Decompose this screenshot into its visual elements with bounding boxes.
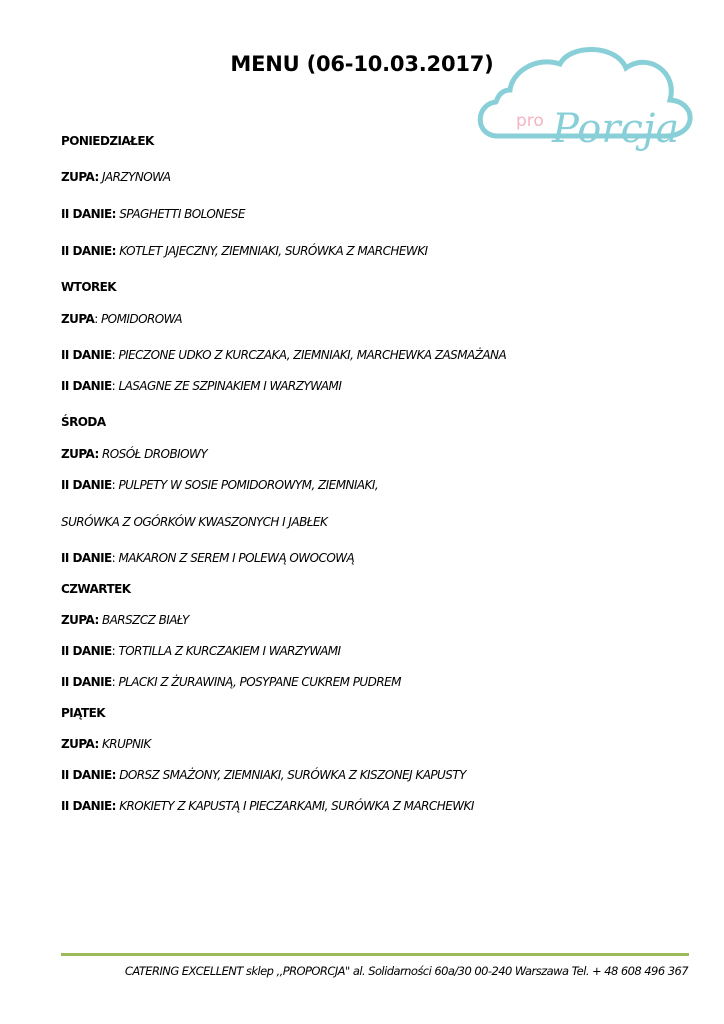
footer-divider: [61, 953, 689, 956]
menu-item: [61, 799, 474, 813]
dish-name: KRUPNIK: [101, 737, 151, 751]
dish-name: TORTILLA Z KURCZAKIEM I WARZYWAMI: [118, 644, 341, 658]
label-separator: :: [111, 644, 119, 658]
dish-name: LASAGNE ZE SZPINAKIEM I WARZYWAMI: [118, 379, 342, 393]
logo-name: Porcja: [552, 106, 680, 152]
menu-item: [61, 515, 327, 529]
dish-type-label: II DANIE: [61, 551, 112, 565]
dish-type-label: II DANIE: [61, 379, 112, 393]
dish-type-label: II DANIE:: [61, 768, 116, 782]
dish-type-label: II DANIE: [61, 675, 112, 689]
dish-type-label: II DANIE: [61, 348, 112, 362]
label-separator: :: [111, 551, 119, 565]
label-separator: :: [111, 478, 119, 492]
dish-name: POMIDOROWA: [101, 312, 183, 326]
menu-item: [61, 675, 401, 689]
menu-item: [61, 644, 341, 658]
label-separator: :: [111, 348, 119, 362]
dish-name: MAKARON Z SEREM I POLEWĄ OWOCOWĄ: [118, 551, 355, 565]
menu-item: [61, 312, 182, 326]
dish-name: SPAGHETTI BOLONESE: [119, 207, 245, 221]
menu-item: [61, 613, 189, 627]
dish-name: DORSZ SMAŻONY, ZIEMNIAKI, SURÓWKA Z KISZONEJ KAPUSTY: [119, 768, 466, 782]
menu-item: [61, 551, 354, 565]
day-heading: PONIEDZIAŁEK: [61, 134, 154, 148]
dish-type-label: ZUPA:: [61, 737, 99, 751]
menu-item: [61, 244, 428, 258]
dish-name: PLACKI Z ŻURAWINĄ, POSYPANE CUKREM PUDREM: [118, 675, 401, 689]
dish-type-label: II DANIE: [61, 644, 112, 658]
menu-item: [61, 478, 378, 492]
dish-name: KROKIETY Z KAPUSTĄ I PIECZARKAMI, SURÓWKA Z MARCHEWKI: [119, 799, 474, 813]
proporcja-logo: [466, 42, 694, 168]
menu-item: [61, 348, 506, 362]
menu-item: [61, 768, 466, 782]
dish-name: ROSÓŁ DROBIOWY: [101, 447, 208, 461]
day-heading: PIĄTEK: [61, 706, 105, 720]
dish-type-label: II DANIE:: [61, 799, 116, 813]
label-separator: :: [111, 675, 119, 689]
label-separator: :: [94, 312, 101, 326]
footer-contact: CATERING EXCELLENT sklep ,,PROPORCJA" al. Solidarności 60a/30 00-240 Warszawa Tel. + 48 608 496 367: [124, 964, 688, 978]
day-heading: CZWARTEK: [61, 582, 131, 596]
menu-item: [61, 379, 341, 393]
dish-name: KOTLET JAJECZNY, ZIEMNIAKI, SURÓWKA Z MARCHEWKI: [119, 244, 428, 258]
dish-name: SURÓWKA Z OGÓRKÓW KWASZONYCH I JABŁEK: [61, 515, 328, 529]
day-heading: ŚRODA: [61, 415, 106, 429]
dish-type-label: ZUPA: [61, 312, 95, 326]
dish-type-label: ZUPA:: [61, 613, 99, 627]
dish-type-label: ZUPA:: [61, 447, 99, 461]
dish-name: BARSZCZ BIAŁY: [101, 613, 189, 627]
menu-item: [61, 737, 151, 751]
logo-prefix: pro: [516, 111, 544, 131]
page-title: MENU (06-10.03.2017): [230, 52, 494, 76]
dish-name: JARZYNOWA: [101, 170, 171, 184]
dish-type-label: ZUPA:: [61, 170, 99, 184]
menu-item: [61, 447, 207, 461]
menu-item: [61, 207, 245, 221]
menu-item: [61, 170, 171, 184]
label-separator: :: [111, 379, 119, 393]
dish-type-label: II DANIE:: [61, 207, 116, 221]
dish-name: PIECZONE UDKO Z KURCZAKA, ZIEMNIAKI, MARCHEWKA ZASMAŻANA: [118, 348, 507, 362]
dish-type-label: II DANIE: [61, 478, 112, 492]
dish-type-label: II DANIE:: [61, 244, 116, 258]
day-heading: WTOREK: [61, 280, 117, 294]
dish-name: PULPETY W SOSIE POMIDOROWYM, ZIEMNIAKI,: [118, 478, 379, 492]
